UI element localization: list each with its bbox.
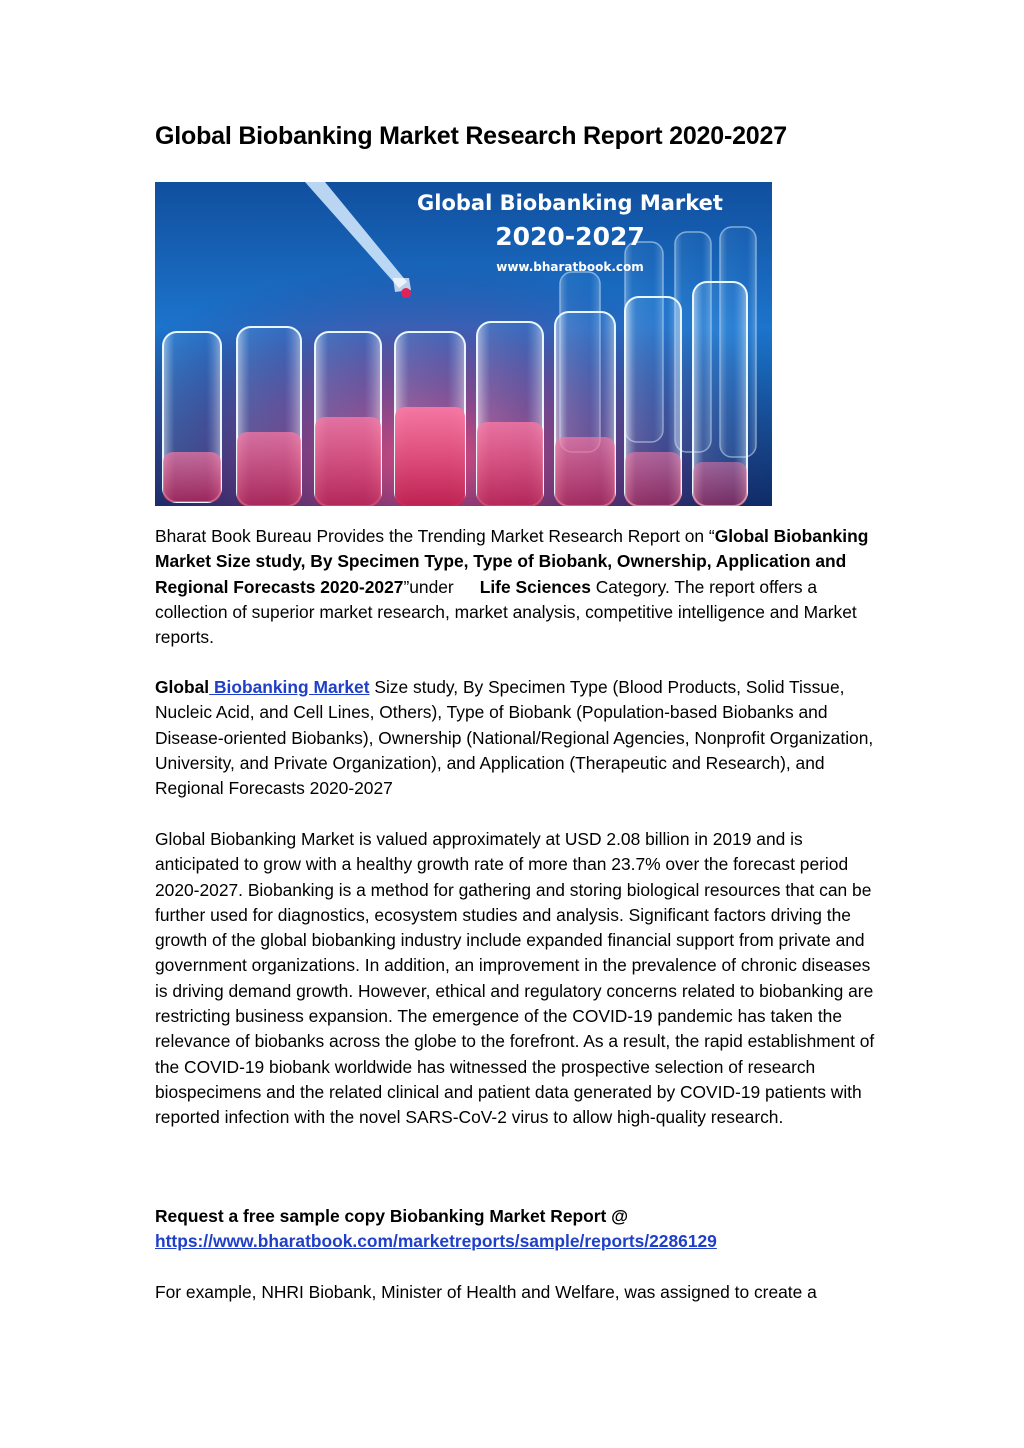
scope-text: Size study, By Specimen Type (Blood Products, Solid Tissue, Nucleic Acid, and Cell Lines, Others), Type of Biobank (Population-based Biobanks and Disease-oriented Biobanks), Ownership (National/Regional Agencies, Nonprofit Organization, University, and Private Organization), and Application (Therapeutic and Research), and Regional Forecasts 2020-2027 xyxy=(155,677,874,799)
page-title: Global Biobanking Market Research Report 2020-2027 xyxy=(155,122,787,150)
sample-request-paragraph xyxy=(155,1204,875,1255)
report-title-bold: Global Biobanking Market Size study, By Specimen Type, Type of Biobank, Ownership, Application and Regional Forecasts 2020-2027 xyxy=(155,526,869,597)
example-paragraph: For example, NHRI Biobank, Minister of Health and Welfare, was assigned to create a xyxy=(155,1282,817,1302)
sample-report-link[interactable]: https://www.bharatbook.com/marketreports/sample/reports/2286129 xyxy=(155,1231,717,1252)
hero-title-line1: Global Biobanking Market xyxy=(417,191,723,215)
intro-text-1: Bharat Book Bureau Provides the Trending Market Research Report on “ xyxy=(155,526,715,546)
intro-text-2: ”under xyxy=(403,576,454,597)
biobanking-market-link[interactable]: Biobanking Market xyxy=(209,677,370,697)
sample-request-label: Request a free sample copy Biobanking Market Report @ xyxy=(155,1206,629,1226)
scope-global-bold: Global xyxy=(155,677,210,697)
hero-image xyxy=(155,182,772,506)
hero-website: www.bharatbook.com xyxy=(496,260,644,274)
intro-text-3: Category. The report offers a collection of superior market research, market analysis, competitive intelligence and Market reports. xyxy=(155,576,857,648)
scope-paragraph xyxy=(155,675,875,801)
intro-paragraph xyxy=(155,524,875,650)
market-overview-paragraph: Global Biobanking Market is valued approximately at USD 2.08 billion in 2019 and is anticipated to grow with a healthy growth rate of more than 23.7% over the forecast period 2020-2027. Biobanking is a method for gathering and storing biological resources that can be further used for diagnostics, ecosystem studies and analysis. Significant factors driving the growth of the global biobanking industry include expanded financial support from private and government organizations. In addition, an improvement in the prevalence of chronic diseases is driving demand growth. However, ethical and regulatory concerns related to biobanking are restricting business expansion. The emergence of the COVID-19 pandemic has taken the relevance of biobanks across the globe to the forefront. As a result, the rapid establishment of the COVID-19 biobank worldwide has witnessed the prospective selection of research biospecimens and the related clinical and patient data generated by COVID-19 patients with reported infection with the novel SARS-CoV-2 virus to allow high-quality research. xyxy=(155,829,875,1128)
category-bold: Life Sciences xyxy=(479,576,591,597)
test-tubes-illustration xyxy=(155,182,772,506)
hero-title-line2: 2020-2027 xyxy=(495,222,645,251)
